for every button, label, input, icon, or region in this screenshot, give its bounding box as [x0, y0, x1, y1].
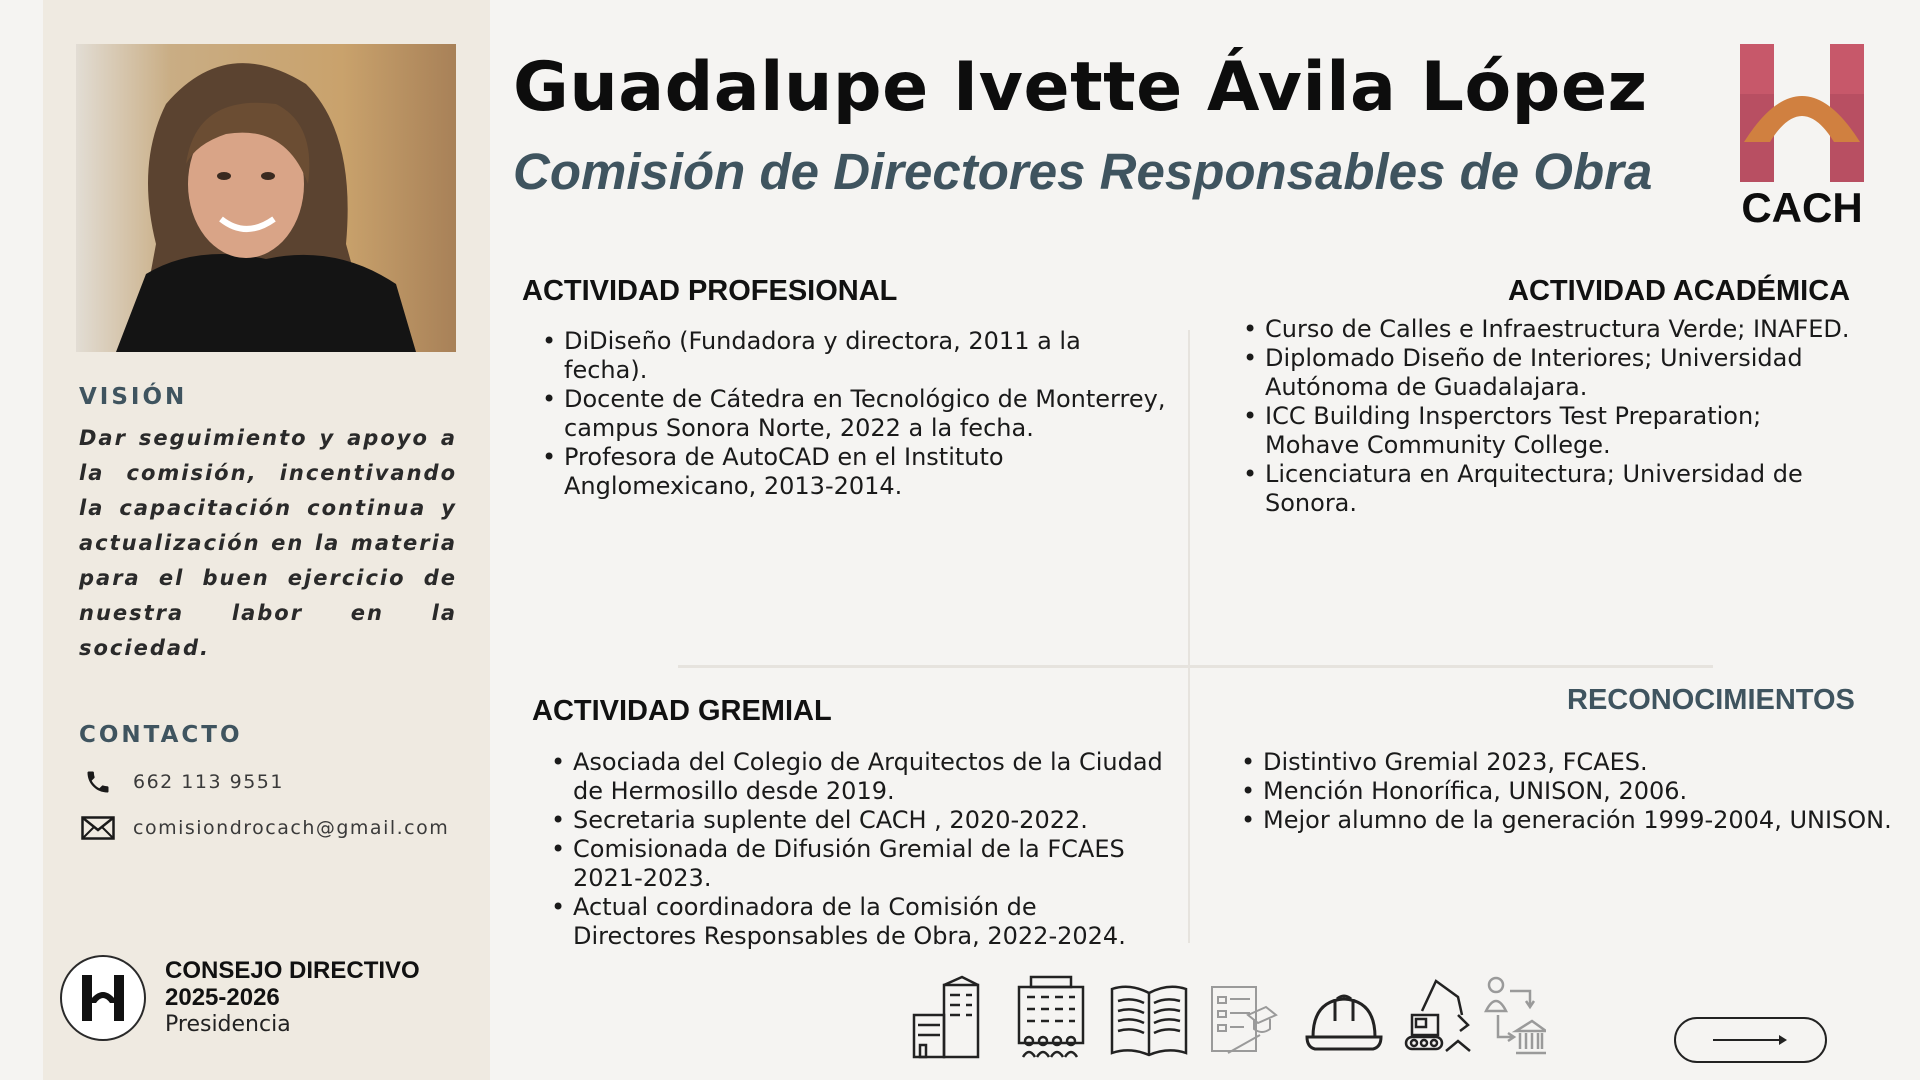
divider-vertical-bottom — [1188, 668, 1190, 943]
divider-horizontal — [678, 665, 1713, 668]
list-academica — [1239, 315, 1859, 518]
council-period: 2025-2026 — [165, 984, 280, 1011]
open-book-icon — [1108, 975, 1190, 1059]
cach-logo-text: CACH — [1741, 184, 1863, 227]
cach-emblem-icon — [60, 955, 146, 1041]
email-address: comisiondrocach@gmail.com — [133, 817, 450, 839]
buildings-icon — [910, 975, 990, 1059]
profesional-item: • Profesora de AutoCAD en el Instituto Anglomexicano, 2013-2014. — [538, 443, 1168, 501]
email-contact[interactable] — [81, 813, 449, 843]
academica-item: • Licenciatura en Arquitectura; Universidad de Sonora. — [1239, 460, 1859, 518]
section-title-gremial: ACTIVIDAD GREMIAL — [532, 695, 832, 727]
arrow-right-icon — [1711, 1033, 1791, 1047]
academica-item: • Curso de Calles e Infraestructura Verde; INAFED. — [1239, 315, 1859, 344]
next-arrow-button[interactable] — [1674, 1017, 1827, 1063]
council-role: Presidencia — [165, 1012, 291, 1037]
profesional-item: • DiDiseño (Fundadora y directora, 2011 a la fecha). — [538, 327, 1168, 385]
person-transfer-institution-icon — [1484, 975, 1546, 1059]
reconocimientos-item: • Mención Honorífica, UNISON, 2006. — [1237, 777, 1907, 806]
person-name: Guadalupe Ivette Ávila López — [513, 48, 1648, 127]
vision-text: Dar seguimiento y apoyo a la comisión, incentivando la capacitación continua y actualización en la materia para el buen ejercicio de nuestra labor en la sociedad. — [79, 426, 457, 660]
section-title-academica: ACTIVIDAD ACADÉMICA — [1508, 275, 1851, 307]
phone-contact[interactable] — [81, 767, 284, 797]
excavator-icon — [1402, 975, 1472, 1059]
section-title-reconocimientos: RECONOCIMIENTOS — [1567, 684, 1855, 716]
mail-icon — [81, 813, 115, 843]
gremial-item: • Actual coordinadora de la Comisión de Directores Responsables de Obra, 2022-2024. — [547, 893, 1167, 951]
gremial-item: • Secretaria suplente del CACH , 2020-2022. — [547, 806, 1167, 835]
gremial-item: • Comisionada de Difusión Gremial de la FCAES 2021-2023. — [547, 835, 1167, 893]
hard-hat-icon — [1303, 975, 1385, 1059]
list-reconocimientos — [1237, 748, 1907, 835]
section-title-profesional: ACTIVIDAD PROFESIONAL — [522, 275, 898, 307]
list-gremial — [547, 748, 1167, 951]
phone-icon — [81, 767, 115, 797]
council-info — [165, 957, 420, 1038]
phone-number: 662 113 9551 — [133, 771, 284, 793]
reconocimientos-item: • Distintivo Gremial 2023, FCAES. — [1237, 748, 1907, 777]
office-building-people-icon — [1013, 975, 1089, 1059]
reconocimientos-item: • Mejor alumno de la generación 1999-2004, UNISON. — [1237, 806, 1907, 835]
sidebar — [43, 0, 490, 1080]
blueprint-graduation-icon — [1208, 975, 1278, 1059]
gremial-item: • Asociada del Colegio de Arquitectos de la Ciudad de Hermosillo desde 2019. — [547, 748, 1167, 806]
vision-heading: VISIÓN — [79, 384, 188, 410]
list-profesional — [538, 327, 1168, 501]
academica-item: • Diplomado Diseño de Interiores; Universidad Autónoma de Guadalajara. — [1239, 344, 1859, 402]
profesional-item: • Docente de Cátedra en Tecnológico de Monterrey, campus Sonora Norte, 2022 a la fecha. — [538, 385, 1168, 443]
contact-heading: CONTACTO — [79, 722, 243, 748]
commission-title: Comisión de Directores Responsables de Obra — [513, 143, 1653, 200]
academica-item: • ICC Building Insperctors Test Preparation; Mohave Community College. — [1239, 402, 1859, 460]
profile-photo — [76, 44, 456, 352]
cach-logo — [1738, 42, 1866, 227]
divider-vertical-top — [1188, 330, 1190, 665]
council-title: CONSEJO DIRECTIVO — [165, 957, 420, 984]
